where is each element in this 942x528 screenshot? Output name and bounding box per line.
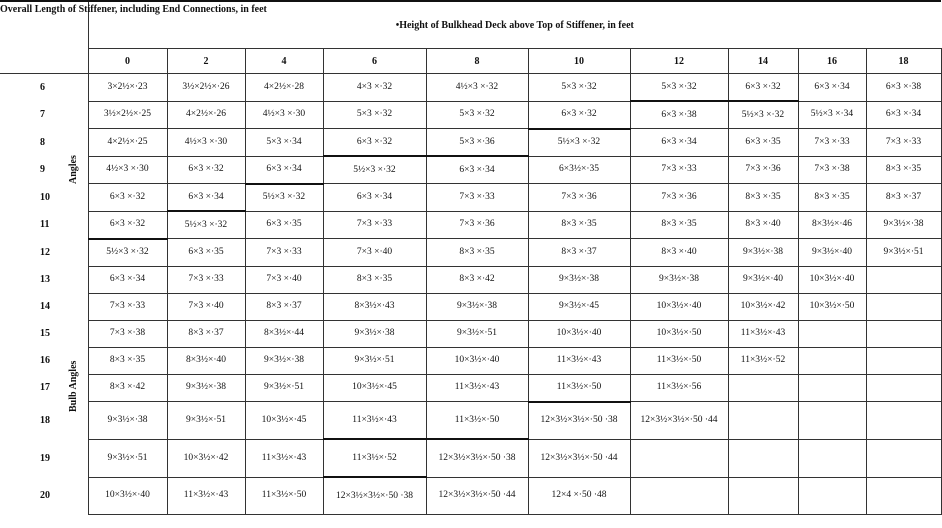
table-cell: 11×3½×·43 [245,439,323,477]
table-cell: 8×3 ×·37 [528,239,630,267]
table-cell [728,439,798,477]
table-cell: 5×3 ×·32 [630,74,728,102]
table-cell [630,477,728,515]
table-cell: 5½×3 ×·32 [167,211,245,239]
table-cell: 6×3 ×·34 [323,184,426,212]
row-length-label: 9 [0,156,88,184]
table-cell: 8×3 ×·35 [866,156,941,184]
table-cell: 9×3½×·38 [88,402,167,440]
table-cell: 3×2½×·23 [88,74,167,102]
bulb-angles-group-label: Bulb Angles [68,360,79,412]
table-cell: 10×3½×·40 [88,477,167,515]
table-row [0,156,941,184]
table-cell: 9×3½×·51 [167,402,245,440]
table-cell: 6×3 ×·35 [728,129,798,157]
table-cell: 6×3 ×·34 [866,101,941,129]
table-cell: 8×3 ×·42 [88,374,167,402]
table-cell: 10×3½×·42 [167,439,245,477]
column-header: 16 [798,49,866,74]
table-cell: 6×3 ×·34 [630,129,728,157]
table-cell: 6×3 ×·32 [323,129,426,157]
table-cell: 9×3½×·38 [426,293,528,320]
table-cell [866,477,941,515]
length-header: Overall Length of Stiffener, including End Connections, in feet [0,1,88,74]
table-cell: 11×3½×·43 [323,402,426,440]
table-cell: 7×3 ×·33 [866,129,941,157]
table-cell: 11×3½×·43 [426,374,528,402]
table-cell: 5×3 ×·32 [323,101,426,129]
table-cell: 7×3 ×·33 [798,129,866,157]
column-header: 0 [88,49,167,74]
table-cell: 7×3 ×·40 [167,293,245,320]
table-cell: 10×3½×·45 [245,402,323,440]
table-cell: 7×3 ×·38 [88,320,167,347]
table-cell: 3½×2½×·25 [88,101,167,129]
table-cell: 12×3½×3½×·50 ·38 [426,439,528,477]
table-cell [798,439,866,477]
table-cell: 7×3 ×·33 [630,156,728,184]
column-header: 12 [630,49,728,74]
table-cell: 11×3½×·43 [728,320,798,347]
table-row [0,293,941,320]
table-cell: 4×2½×·25 [88,129,167,157]
column-header: 14 [728,49,798,74]
table-cell: 7×3 ×·40 [245,266,323,293]
table-cell [798,347,866,374]
table-cell: 6×3 ×·38 [630,101,728,129]
table-row [0,101,941,129]
table-cell [866,439,941,477]
table-cell: 9×3½×·38 [167,374,245,402]
row-length-label: 15 [0,320,88,347]
table-cell [866,266,941,293]
table-cell: 6×3 ×·34 [167,184,245,212]
table-cell: 10×3½×·40 [528,320,630,347]
table-cell: 12×3½×3½×·50 ·44 [528,439,630,477]
table-cell: 9×3½×·51 [245,374,323,402]
table-cell [728,402,798,440]
table-cell [798,374,866,402]
table-cell: 8×3 ×·37 [866,184,941,212]
table-cell: 9×3½×·38 [528,266,630,293]
row-length-label: 17 [0,374,88,402]
table-cell: 12×4 ×·50 ·48 [528,477,630,515]
column-header: 18 [866,49,941,74]
table-cell: 11×3½×·50 [426,402,528,440]
table-cell: 8×3 ×·42 [426,266,528,293]
table-cell: 4½×3 ×·30 [88,156,167,184]
table-cell [728,374,798,402]
table-cell: 9×3½×·40 [728,266,798,293]
table-cell: 11×3½×·52 [323,439,426,477]
table-cell: 6×3 ×·32 [88,211,167,239]
table-cell: 9×3½×·45 [528,293,630,320]
table-row [0,439,941,477]
table-cell: 10×3½×·40 [630,293,728,320]
table-cell: 9×3½×·38 [728,239,798,267]
table-cell: 4×2½×·26 [167,101,245,129]
column-header: 10 [528,49,630,74]
table-cell: 9×3½×·51 [88,439,167,477]
table-row [0,320,941,347]
row-length-label: 7 [0,101,88,129]
table-cell [866,347,941,374]
table-cell: 6×3 ×·32 [728,74,798,102]
table-cell [866,374,941,402]
table-cell: 8×3 ×·40 [630,239,728,267]
row-length-label: 16 [0,347,88,374]
table-cell: 3½×2½×·26 [167,74,245,102]
table-cell [866,293,941,320]
angles-group-label: Angles [68,155,79,184]
table-cell: 8×3 ×·35 [528,211,630,239]
height-header: •Height of Bulkhead Deck above Top of Stiffener, in feet [88,1,941,49]
table-row [0,184,941,212]
row-length-label: 10 [0,184,88,212]
table-cell: 5×3 ×·36 [426,129,528,157]
table-cell: 6×3 ×·34 [798,74,866,102]
table-cell: 9×3½×·38 [323,320,426,347]
table-cell [798,320,866,347]
table-cell: 11×3½×·52 [728,347,798,374]
table-row [0,74,941,102]
table-cell [728,477,798,515]
column-header: 4 [245,49,323,74]
table-cell: 11×3½×·50 [245,477,323,515]
row-length-label: 11 [0,211,88,239]
table-cell: 5½×3 ×·32 [728,101,798,129]
table-cell: 10×3½×·50 [630,320,728,347]
table-cell: 10×3½×·45 [323,374,426,402]
table-cell: 10×3½×·50 [798,293,866,320]
table-cell: 11×3½×·56 [630,374,728,402]
row-length-label: 14 [0,293,88,320]
table-row [0,211,941,239]
table-cell: 6×3 ×·34 [245,156,323,184]
table-cell: 5½×3 ×·34 [798,101,866,129]
table-cell [866,402,941,440]
table-cell: 7×3 ×·33 [167,266,245,293]
table-cell: 7×3 ×·40 [323,239,426,267]
table-cell: 9×3½×·51 [426,320,528,347]
table-cell [798,477,866,515]
table-cell: 6×3½×·35 [528,156,630,184]
row-length-label: 6 [0,74,88,102]
table-row [0,374,941,402]
table-cell: 11×3½×·50 [630,347,728,374]
table-cell: 8×3 ×·35 [426,239,528,267]
table-row [0,129,941,157]
table-cell: 6×3 ×·35 [245,211,323,239]
column-header: 6 [323,49,426,74]
table-cell: 7×3 ×·38 [798,156,866,184]
table-cell: 6×3 ×·32 [167,156,245,184]
table-cell: 4½×3 ×·32 [426,74,528,102]
table-cell: 8×3 ×·35 [88,347,167,374]
table-cell: 8×3½×·40 [167,347,245,374]
table-cell: 9×3½×·38 [245,347,323,374]
row-length-label: 13 [0,266,88,293]
table-cell: 6×3 ×·32 [528,101,630,129]
table-cell: 6×3 ×·34 [426,156,528,184]
table-cell: 12×3½×3½×·50 ·44 [426,477,528,515]
table-cell: 9×3½×·38 [866,211,941,239]
table-cell: 8×3 ×·35 [630,211,728,239]
table-cell: 12×3½×3½×·50 ·38 [323,477,426,515]
table-cell: 5½×3 ×·32 [528,129,630,157]
table-cell: 5½×3 ×·32 [245,184,323,212]
table-cell: 4½×3 ×·30 [245,101,323,129]
table-cell: 9×3½×·51 [866,239,941,267]
table-row [0,266,941,293]
table-cell: 5×3 ×·32 [528,74,630,102]
row-length-label: 8 [0,129,88,157]
table-cell: 8×3½×·43 [323,293,426,320]
table-cell: 7×3 ×·36 [728,156,798,184]
column-header: 2 [167,49,245,74]
table-cell: 7×3 ×·36 [426,211,528,239]
row-length-label: 19 [0,439,88,477]
table-cell: 9×3½×·38 [630,266,728,293]
table-cell: 8×3 ×·37 [167,320,245,347]
table-cell: 5½×3 ×·32 [323,156,426,184]
table-cell: 6×3 ×·35 [167,239,245,267]
table-cell: 8×3½×·46 [798,211,866,239]
table-cell [630,439,728,477]
table-cell: 12×3½×3½×·50 ·38 [528,402,630,440]
table-cell: 8×3 ×·40 [728,211,798,239]
table-cell: 8×3 ×·37 [245,293,323,320]
table-cell: 6×3 ×·34 [88,266,167,293]
table-row [0,477,941,515]
table-row [0,347,941,374]
row-length-label: 18 [0,402,88,440]
table-cell: 5×3 ×·34 [245,129,323,157]
table-cell: 8×3 ×·35 [728,184,798,212]
table-cell: 11×3½×·43 [167,477,245,515]
table-cell: 10×3½×·40 [426,347,528,374]
table-cell: 7×3 ×·33 [426,184,528,212]
table-cell: 6×3 ×·32 [88,184,167,212]
table-cell: 8×3 ×·35 [798,184,866,212]
table-cell: 10×3½×·42 [728,293,798,320]
table-cell: 10×3½×·40 [798,266,866,293]
table-cell: 4½×3 ×·30 [167,129,245,157]
table-cell: 12×3½×3½×·50 ·44 [630,402,728,440]
table-cell: 7×3 ×·33 [245,239,323,267]
table-cell: 7×3 ×·36 [630,184,728,212]
table-cell: 8×3 ×·35 [323,266,426,293]
table-row [0,239,941,267]
table-cell: 8×3½×·44 [245,320,323,347]
table-cell [798,402,866,440]
table-cell: 11×3½×·50 [528,374,630,402]
table-cell: 5×3 ×·32 [426,101,528,129]
table-cell: 7×3 ×·33 [323,211,426,239]
table-cell: 4×3 ×·32 [323,74,426,102]
table-cell: 7×3 ×·33 [88,293,167,320]
table-cell [866,320,941,347]
table-cell: 11×3½×·43 [528,347,630,374]
table-cell: 9×3½×·51 [323,347,426,374]
table-row [0,402,941,440]
row-length-label: 12 [0,239,88,267]
column-header: 8 [426,49,528,74]
row-length-label: 20 [0,477,88,515]
table-cell: 4×2½×·28 [245,74,323,102]
table-cell: 5½×3 ×·32 [88,239,167,267]
table-cell: 7×3 ×·36 [528,184,630,212]
table-cell: 9×3½×·40 [798,239,866,267]
table-cell: 6×3 ×·38 [866,74,941,102]
